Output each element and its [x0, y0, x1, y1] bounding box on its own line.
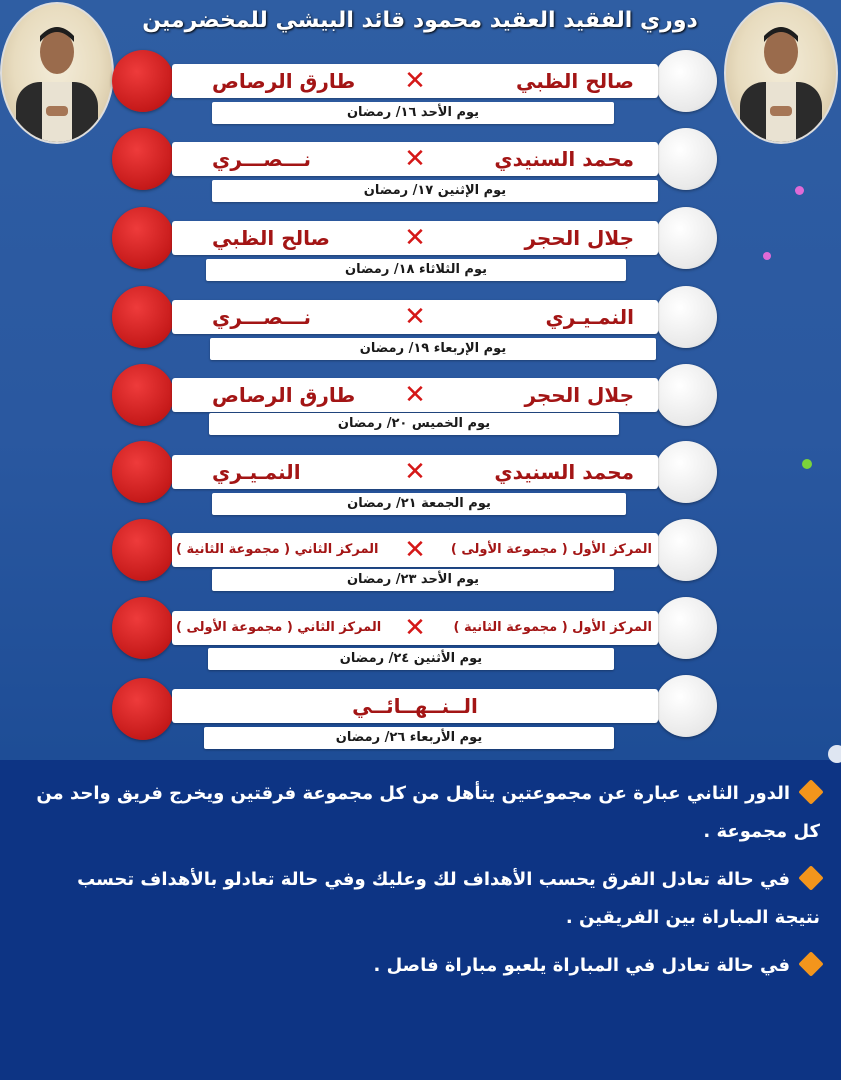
match-row [0, 286, 841, 366]
home-marker [655, 597, 717, 659]
diamond-bullet-icon [798, 865, 823, 890]
match-bar [172, 64, 658, 98]
match-row [0, 519, 841, 599]
match-date: يوم الثلاثاء ١٨/ رمضان [206, 259, 626, 281]
vs-icon: ✕ [404, 457, 426, 487]
final-bar [172, 689, 658, 723]
final-date: يوم الأربعاء ٢٦/ رمضان [204, 727, 614, 749]
home-marker [655, 675, 717, 737]
rule-item [30, 775, 820, 851]
away-marker [112, 678, 174, 740]
rule-text: في حالة تعادل في المباراة يلعبو مباراة فاصل . [373, 955, 790, 976]
match-bar [172, 455, 658, 489]
match-date: يوم الأثنين ٢٤/ رمضان [208, 648, 614, 670]
away-marker [112, 519, 174, 581]
home-team: النمـيـري [545, 305, 634, 329]
away-marker [112, 364, 174, 426]
vs-icon: ✕ [404, 66, 426, 96]
vs-icon: ✕ [404, 380, 426, 410]
match-date: يوم الجمعة ٢١/ رمضان [212, 493, 626, 515]
match-bar [172, 142, 658, 176]
match-row [0, 597, 841, 677]
vs-icon: ✕ [404, 613, 426, 643]
home-marker [655, 207, 717, 269]
away-team: طارق الرصاص [212, 383, 356, 407]
home-marker [655, 128, 717, 190]
vs-icon: ✕ [404, 144, 426, 174]
match-row [0, 364, 841, 444]
match-date: يوم الخميس ٢٠/ رمضان [209, 413, 619, 435]
match-date: يوم الأحد ٢٣/ رمضان [212, 569, 614, 591]
home-marker [655, 519, 717, 581]
home-team: جلال الحجر [524, 226, 634, 250]
match-bar [172, 533, 658, 567]
home-team: محمد السنيدي [494, 460, 634, 484]
rule-text: في حالة تعادل الفرق يحسب الأهداف لك وعليك وفي حالة تعادلو بالأهداف تحسب نتيجة المباراة بين الفريقين . [77, 869, 820, 928]
page-title: دوري الفقيد العقيد محمود قائد البيشي للمخضرمين [142, 8, 698, 33]
home-marker [655, 364, 717, 426]
rule-text: الدور الثاني عبارة عن مجموعتين يتأهل من كل مجموعة فرقتين ويخرج فريق واحد من كل مجموعة . [36, 783, 820, 842]
vs-icon: ✕ [404, 302, 426, 332]
away-marker [112, 207, 174, 269]
away-team: نـــصـــري [212, 147, 312, 171]
home-team: المركز الأول ( مجموعة الثانية ) [453, 620, 652, 635]
home-team: المركز الأول ( مجموعة الأولى ) [450, 542, 652, 557]
rule-item [30, 947, 820, 985]
match-bar [172, 221, 658, 255]
home-marker [655, 50, 717, 112]
match-row [0, 441, 841, 521]
match-row [0, 128, 841, 208]
away-team: النمـيـري [212, 460, 301, 484]
match-row [0, 207, 841, 287]
final-label: الــنــهــائــي [352, 694, 478, 718]
away-marker [112, 50, 174, 112]
match-bar [172, 378, 658, 412]
match-date: يوم الإثنين ١٧/ رمضان [212, 180, 658, 202]
vs-icon: ✕ [404, 535, 426, 565]
home-team: صالح الظبي [516, 69, 634, 93]
home-team: جلال الحجر [524, 383, 634, 407]
home-marker [655, 441, 717, 503]
away-marker [112, 128, 174, 190]
match-date: يوم الأحد ١٦/ رمضان [212, 102, 614, 124]
match-date: يوم الإربعاء ١٩/ رمضان [210, 338, 656, 360]
diamond-bullet-icon [798, 951, 823, 976]
away-marker [112, 597, 174, 659]
vs-icon: ✕ [404, 223, 426, 253]
away-team: المركز الثاني ( مجموعة الثانية ) [176, 542, 379, 557]
away-team: المركز الثاني ( مجموعة الأولى ) [176, 620, 382, 635]
match-row [0, 50, 841, 130]
away-team: طارق الرصاص [212, 69, 356, 93]
away-team: صالح الظبي [212, 226, 330, 250]
away-team: نـــصـــري [212, 305, 312, 329]
rules-list [30, 775, 820, 995]
home-team: محمد السنيدي [494, 147, 634, 171]
final-row [0, 675, 841, 755]
match-bar [172, 611, 658, 645]
away-marker [112, 441, 174, 503]
match-bar [172, 300, 658, 334]
rule-item [30, 861, 820, 937]
away-marker [112, 286, 174, 348]
home-marker [655, 286, 717, 348]
diamond-bullet-icon [798, 779, 823, 804]
